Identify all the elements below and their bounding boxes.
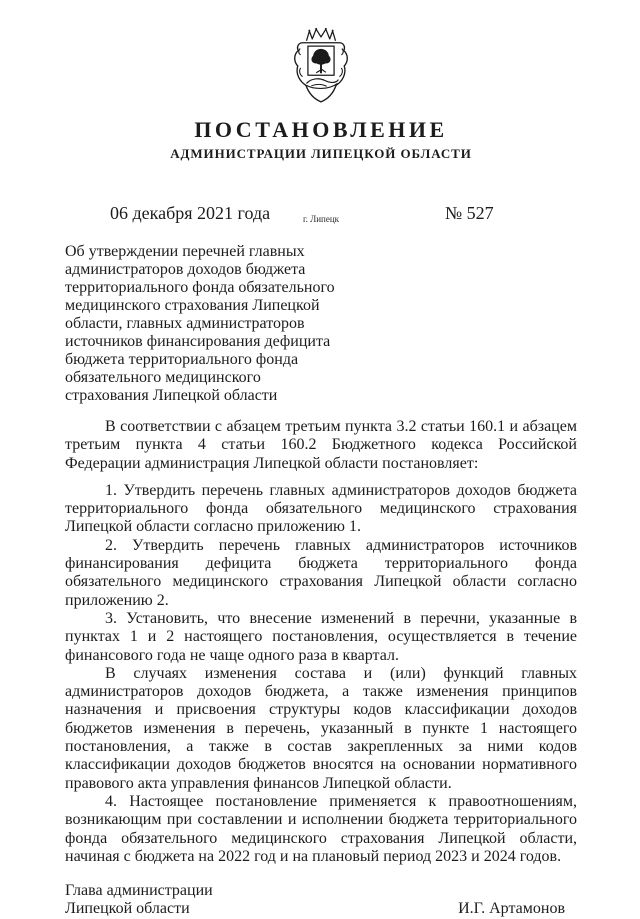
subject-line: источников финансирования дефицита [65, 333, 331, 350]
paragraph-2: 2. Утвердить перечень главных администраторов источников финансирования дефицита бюджета территориального фонда обязательного медицинского страхования Липецкой области согласно приложению 2. [65, 536, 577, 609]
document-subtitle: АДМИНИСТРАЦИИ ЛИПЕЦКОЙ ОБЛАСТИ [170, 146, 472, 161]
body-text [65, 418, 577, 866]
subject-line: области, главных администраторов [65, 315, 305, 332]
signer-position-line1: Глава администрации [65, 882, 213, 900]
subject-line: бюджета территориального фонда [65, 351, 299, 368]
intro-paragraph: В соответствии с абзацем третьим пункта 3.2 статьи 160.1 и абзацем третьим пункта 4 статьи 160.2 Бюджетного кодекса Российской Федерации администрация Липецкой области постановляет: [65, 418, 577, 472]
signer-position [65, 882, 213, 919]
document-title: ПОСТАНОВЛЕНИЕ [194, 117, 448, 142]
paragraph-1: 1. Утвердить перечень главных администраторов доходов бюджета территориального фонда обязательного медицинского страхования Липецкой области согласно приложению 1. [65, 481, 577, 536]
document-number: № 527 [445, 203, 494, 223]
document-subject [65, 243, 365, 405]
subject-line: страхования Липецкой области [65, 387, 278, 404]
coat-of-arms-icon [290, 27, 352, 105]
signer-position-line2: Липецкой области [65, 900, 190, 918]
meta-row [65, 203, 577, 229]
subject-line: территориального фонда обязательного [65, 279, 335, 296]
subject-line: обязательного медицинского [65, 369, 261, 386]
document-date: 06 декабря 2021 года [110, 203, 271, 223]
document-city: г. Липецк [302, 214, 340, 224]
subject-line: Об утверждении перечней главных [65, 243, 305, 260]
signer-name: И.Г. Артамонов [458, 900, 565, 918]
paragraph-4: 4. Настоящее постановление применяется к правоотношениям, возникающим при составлении и исполнении бюджета территориального фонда обязательного медицинского страхования Липецкой области, начиная с бюджета на 2022 год и на плановый период 2023 и 2024 годов. [65, 792, 577, 865]
subject-line: медицинского страхования Липецкой [65, 297, 320, 314]
paragraph-3a: В случаях изменения состава и (или) функций главных администраторов доходов бюджета, а также изменения принципов назначения и присвоения структуры кодов классификации доходов бюджетов изменения в перечень, указанный в пункте 1 настоящего постановления, а также в состав закрепленных за ними кодов классификации доходов бюджетов вносятся на основании нормативного правового акта управления финансов Липецкой области. [65, 664, 577, 792]
signature-block [65, 882, 577, 919]
paragraph-3: 3. Установить, что внесение изменений в перечни, указанные в пунктах 1 и 2 настоящего постановления, осуществляется в течение финансового года не чаще одного раза в квартал. [65, 609, 577, 664]
header-emblem [65, 0, 577, 110]
subject-line: администраторов доходов бюджета [65, 261, 306, 278]
